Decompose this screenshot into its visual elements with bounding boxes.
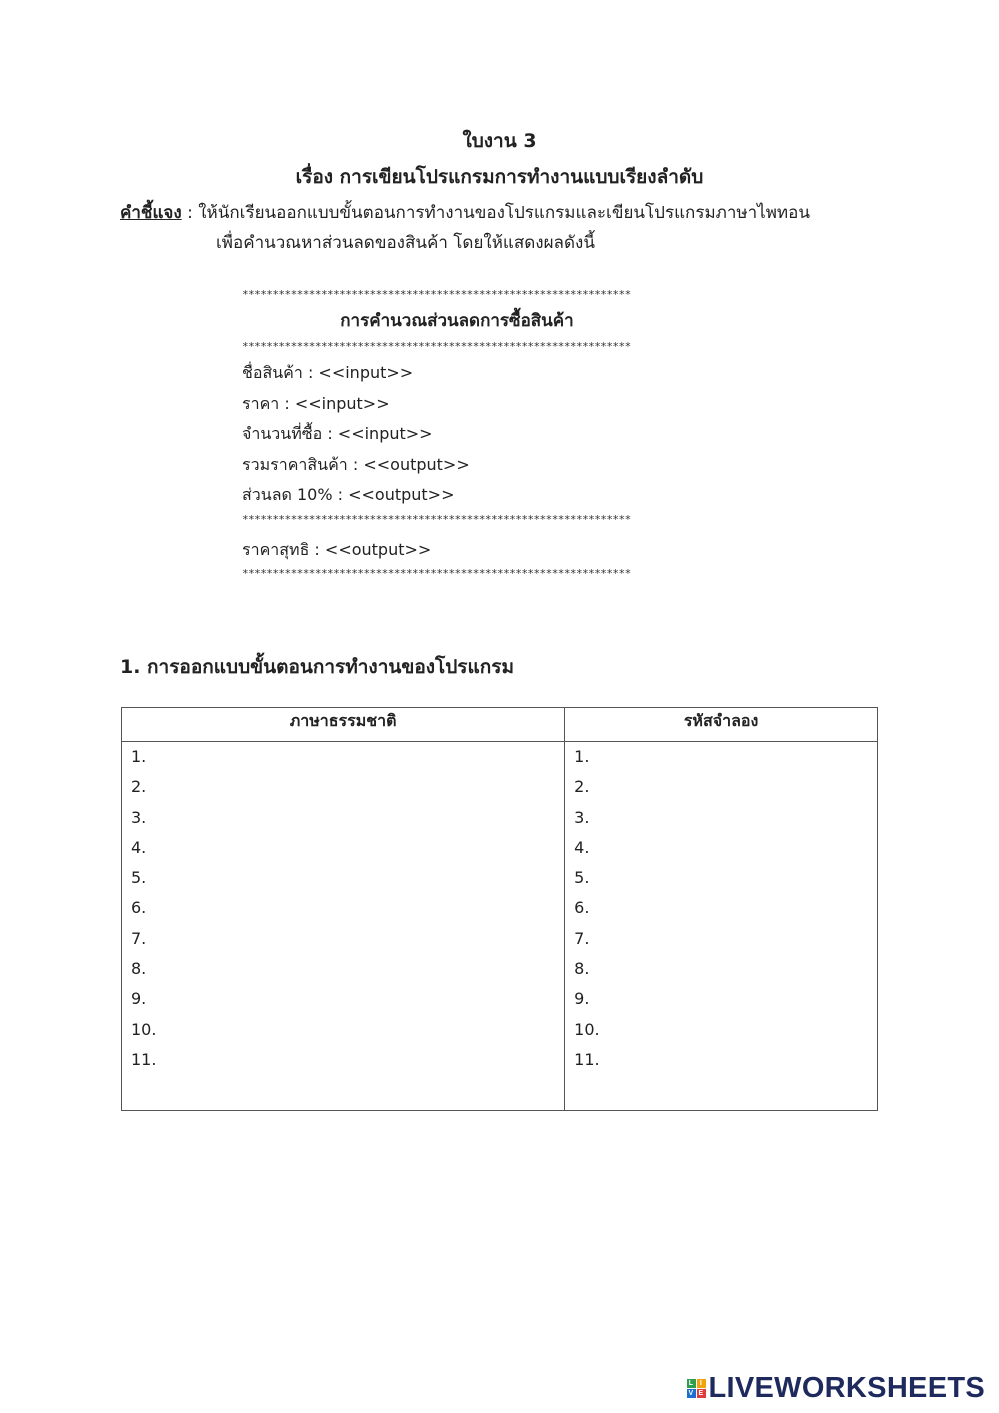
instructions-line-1 — [120, 198, 810, 228]
instructions-text-1: ให้นักเรียนออกแบบขั้นตอนการทำงานของโปรแกรมและเขียนโปรแกรมภาษาไพทอน — [198, 203, 810, 223]
logo-cell: V — [687, 1389, 696, 1398]
list-item: 7. — [131, 928, 147, 948]
list-item: 7. — [574, 928, 590, 948]
preview-field-total: รวมราคาสินค้า : <<output>> — [242, 454, 470, 474]
logo-cell: L — [687, 1379, 696, 1388]
list-item: 9. — [131, 989, 147, 1009]
star-divider: **************************************************************** — [242, 512, 631, 526]
preview-field-price: ราคา : <<input>> — [242, 393, 390, 413]
design-table — [121, 707, 878, 1111]
instructions-label: คำชี้แจง — [120, 203, 182, 223]
section-1-heading: 1. การออกแบบขั้นตอนการทำงานของโปรแกรม — [120, 656, 514, 678]
instructions-text-2: เพื่อคำนวณหาส่วนลดของสินค้า โดยให้แสดงผลดังนี้ — [216, 233, 595, 253]
list-item: 6. — [131, 898, 147, 918]
star-divider: **************************************************************** — [242, 288, 631, 301]
preview-title: การคำนวณส่วนลดการซื้อสินค้า — [340, 311, 574, 331]
preview-field-quantity: จำนวนที่ซื้อ : <<input>> — [242, 424, 433, 443]
output-preview — [242, 286, 712, 583]
pseudocode-column[interactable] — [565, 742, 878, 1111]
natural-language-column[interactable] — [122, 742, 565, 1111]
star-divider: **************************************************************** — [242, 567, 631, 580]
list-item: 3. — [131, 807, 147, 827]
list-item: 11. — [574, 1049, 600, 1069]
list-item: 8. — [131, 959, 147, 979]
preview-field-net-price: ราคาสุทธิ : <<output>> — [242, 539, 432, 559]
list-item: 2. — [131, 777, 147, 797]
header-pseudocode: รหัสจำลอง — [565, 708, 878, 742]
list-item: 4. — [574, 837, 590, 857]
list-item: 1. — [131, 747, 147, 766]
list-item: 5. — [574, 868, 590, 888]
worksheet-title: ใบงาน 3 — [462, 130, 537, 152]
list-item: 8. — [574, 959, 590, 979]
list-item: 10. — [131, 1019, 157, 1039]
list-item: 3. — [574, 807, 590, 827]
liveworksheets-logo-icon — [687, 1379, 706, 1398]
liveworksheets-brand — [687, 1372, 986, 1405]
header-natural-language: ภาษาธรรมชาติ — [122, 708, 565, 742]
logo-cell: E — [697, 1389, 706, 1398]
preview-field-product-name: ชื่อสินค้า : <<input>> — [242, 363, 414, 382]
preview-field-discount: ส่วนลด 10% : <<output>> — [242, 485, 455, 504]
list-item: 2. — [574, 777, 590, 797]
list-item: 9. — [574, 989, 590, 1009]
list-item: 1. — [574, 747, 590, 766]
list-item: 5. — [131, 868, 147, 888]
worksheet-subtitle: เรื่อง การเขียนโปรแกรมการทำงานแบบเรียงลำดับ — [295, 166, 704, 188]
list-item: 4. — [131, 837, 147, 857]
instructions-separator: : — [181, 203, 199, 223]
brand-name: LIVEWORKSHEETS — [708, 1372, 985, 1404]
list-item: 6. — [574, 898, 590, 918]
list-item: 10. — [574, 1019, 600, 1039]
list-item: 11. — [131, 1049, 157, 1069]
logo-cell: I — [697, 1379, 706, 1388]
star-divider: **************************************************************** — [242, 340, 631, 353]
instructions — [120, 198, 810, 258]
